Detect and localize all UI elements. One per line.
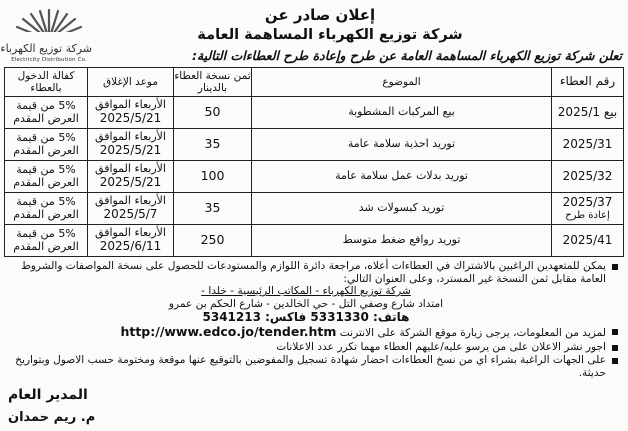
table-header-row xyxy=(5,68,624,97)
tender-closing: الأربعاء الموافق 2025/5/21 xyxy=(88,97,174,129)
tender-bond: 5% من قيمة العرض المقدم xyxy=(5,225,88,257)
company-address: شركة توزيع الكهرباء - المكاتب الرئيسية - خلدا - امتداد شارع وصفي التل - حي الخالدين - شارع الحكم بن عمرو هاتف: 5331330 فاكس: 5341213 xyxy=(126,285,486,324)
notes-list xyxy=(14,260,620,380)
tender-price: 35 xyxy=(174,193,252,225)
tender-closing: الأربعاء الموافق 2025/5/21 xyxy=(88,161,174,193)
tender-bond: 5% من قيمة العرض المقدم xyxy=(5,161,88,193)
logo-arabic-name: شركة توزيع الكهرباء xyxy=(0,42,92,55)
company-name: شركة توزيع الكهرباء المساهمة العامة xyxy=(197,27,463,43)
tender-number: 2025/37 إعادة طرح xyxy=(552,193,624,225)
bullet-icon xyxy=(612,358,618,364)
header-copy-price: ثمن نسخة العطاء بالدينار xyxy=(174,68,252,97)
table-row xyxy=(5,225,624,257)
retender-note: إعادة طرح xyxy=(565,209,610,221)
bullet-icon xyxy=(612,345,618,351)
table-row xyxy=(5,193,624,225)
note-item-publication-fees: اجور نشر الاعلان على من يرسو عليه/عليهم العطاء مهما تكرر عدد الاعلانات xyxy=(14,341,620,354)
tender-subject: توريد كبسولات شد xyxy=(252,193,552,225)
tender-subject: توريد احذية سلامة عامة xyxy=(252,129,552,161)
tender-price: 250 xyxy=(174,225,252,257)
tender-bond: 5% من قيمة العرض المقدم xyxy=(5,129,88,161)
tenders-table xyxy=(4,67,624,257)
signature-title: المدير العام xyxy=(8,387,88,403)
tender-price: 100 xyxy=(174,161,252,193)
tender-bond: 5% من قيمة العرض المقدم xyxy=(5,97,88,129)
tender-website-link[interactable]: http://www.edco.jo/tender.htm xyxy=(120,324,337,340)
tender-closing: الأربعاء الموافق 2025/6/11 xyxy=(88,225,174,257)
tender-closing: الأربعاء الموافق 2025/5/7 xyxy=(88,193,174,225)
phone-fax: هاتف: 5331330 فاكس: 5341213 xyxy=(202,310,410,324)
table-row xyxy=(5,97,624,129)
tender-subject: توريد بدلات عمل سلامة عامة xyxy=(252,161,552,193)
tender-price: 50 xyxy=(174,97,252,129)
table-row xyxy=(5,129,624,161)
logo-english-name: Electricity Distribution Co. xyxy=(11,57,87,63)
tender-subject: توريد روافع ضغط متوسط xyxy=(252,225,552,257)
company-logo xyxy=(0,4,92,68)
announcement-heading: إعلان صادر عن xyxy=(264,6,376,24)
sun-rays-icon xyxy=(14,6,84,42)
tender-number: 2025/31 xyxy=(552,129,624,161)
header-tender-number: رقم العطاء xyxy=(552,68,624,97)
header-bid-bond: كفالة الدخول بالعطاء xyxy=(5,68,88,97)
bullet-icon xyxy=(612,264,618,270)
header-closing-date: موعد الإغلاق xyxy=(88,68,174,97)
note-item-website: لمزيد من المعلومات، يرجى زيارة موقع الشركة على الانترنت http://www.edco.jo/tender.htm xyxy=(14,325,620,340)
tender-number: 2025/41 xyxy=(552,225,624,257)
bullet-icon xyxy=(612,329,618,335)
announcement-intro: تعلن شركة توزيع الكهرباء المساهمة العامة عن طرح وإعادة طرح العطاءات التالية: xyxy=(191,48,622,63)
tender-number: بيع 2025/1 xyxy=(552,97,624,129)
header-subject: الموضوع xyxy=(252,68,552,97)
tender-subject: بيع المركبات المشطوبة xyxy=(252,97,552,129)
table-row xyxy=(5,161,624,193)
tender-bond: 5% من قيمة العرض المقدم xyxy=(5,193,88,225)
note-item-obtain-copies: يمكن للمتعهدين الراغبين بالاشتراك في العطاءات أعلاه، مراجعة دائرة اللوازم والمستودعات للحصول على نسخة المواصفات والشروط العامة مقابل ثمن النسخة غير المسترد، وعلى العنوان التالي: شركة توزيع الكهرباء - المكاتب الرئيسية - خلدا - امتداد شارع وصفي التل - حي الخالدين - شارع الحكم بن عمرو هاتف: 5331330 فاكس: 5341213 xyxy=(14,260,620,324)
note-item-registration: على الجهات الراغبة بشراء اي من نسخ العطاءات احضار شهادة تسجيل والمفوضين بالتوقيع عنها موقعة ومختومة حسب الاصول وبتواريخ حديثة. xyxy=(14,354,620,379)
tender-price: 35 xyxy=(174,129,252,161)
signature-name: م. ريم حمدان xyxy=(8,410,96,425)
tender-closing: الأربعاء الموافق 2025/5/21 xyxy=(88,129,174,161)
tender-number: 2025/32 xyxy=(552,161,624,193)
